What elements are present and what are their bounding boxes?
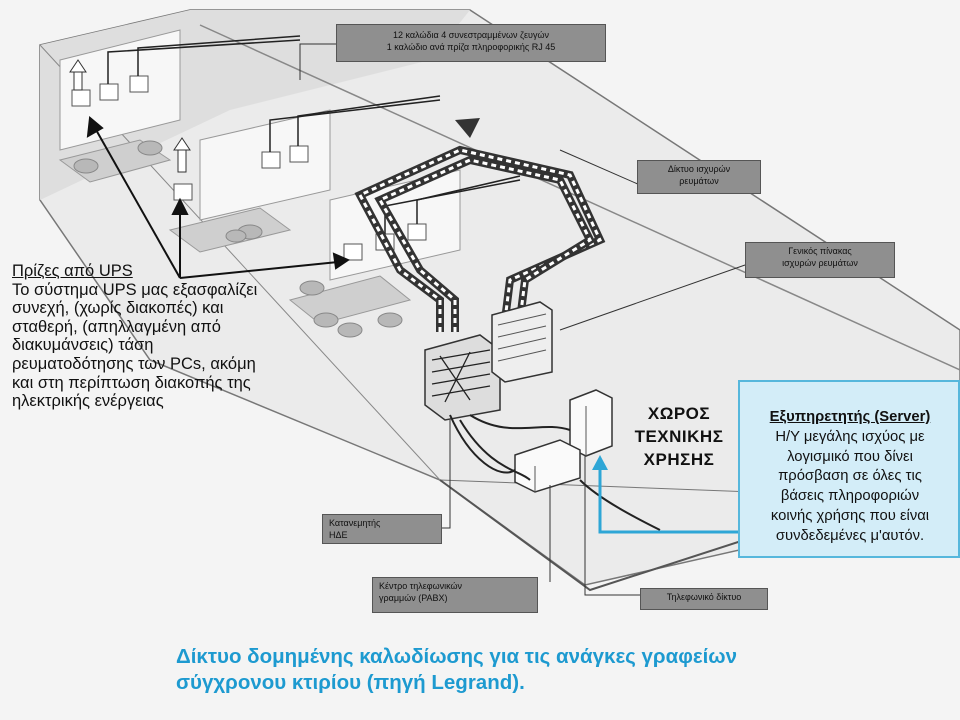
caption-line: σύγχρονου κτιρίου (πηγή Legrand). [176, 671, 525, 694]
hde-distributor-line-2: ΗΔΕ [329, 530, 348, 540]
caption-line: Δίκτυο δομημένης καλωδίωσης για τις ανάγκες γραφείων [176, 645, 738, 668]
main-panel-line-1: Γενικός πίνακας [788, 246, 852, 256]
cable-count-label [336, 24, 606, 62]
wall-outlet [344, 244, 362, 260]
server-note-line: Η/Υ μεγάλης ισχύος με [775, 428, 925, 445]
cable-count-line-2: 1 καλώδιο ανά πρίζα πληροφορικής RJ 45 [386, 42, 556, 52]
ups-note [12, 262, 352, 411]
server-tower [570, 390, 612, 456]
server-note-line: πρόσβαση σε όλες τις [778, 468, 922, 485]
main-panel-label [745, 242, 895, 278]
power-network-label [637, 160, 761, 194]
ups-note-title: Πρίζες από UPS [12, 262, 133, 280]
tech-room-line: ΤΕΧΝΙΚΗΣ [634, 427, 724, 446]
hde-distributor-label [322, 514, 442, 544]
ups-note-line: διακυμάνσεις) τάση [12, 336, 154, 355]
wall-outlet [408, 224, 426, 240]
pabx-label [372, 577, 538, 613]
main-panel-line-2: ισχυρών ρευμάτων [782, 258, 858, 268]
wall-outlet [100, 84, 118, 100]
tech-room-line: ΧΡΗΣΗΣ [643, 450, 715, 469]
server-note-line: βάσεις πληροφοριών [780, 488, 920, 505]
ups-note-line: σταθερή, (απηλλαγμένη από [12, 317, 221, 336]
ups-note-line: και στη περίπτωση διακοπής της [12, 373, 251, 392]
hde-distribution-frame [425, 335, 500, 420]
wall-outlet [290, 146, 308, 162]
figure-caption [176, 644, 936, 696]
power-panel [492, 302, 552, 382]
hde-distributor-line-1: Κατανεμητής [329, 518, 381, 528]
power-network-line-1: Δίκτυο ισχυρών [667, 164, 731, 174]
server-note-line: συνδεδεμένες μ'αυτόν. [775, 527, 925, 544]
server-note-line: κοινής χρήσης που είναι [770, 507, 930, 524]
pabx-line-1: Κέντρο τηλεφωνικών [379, 581, 463, 591]
power-network-line-2: ρευμάτων [679, 176, 719, 186]
server-note-line: λογισμικό που δίνει [787, 448, 913, 465]
ups-note-line: Το σύστημα UPS μας εξασφαλίζει [12, 280, 258, 299]
phone-network-line-1: Τηλεφωνικό δίκτυο [666, 592, 742, 602]
server-note-title: Εξυπηρετητής (Server) [769, 409, 931, 425]
wall-outlet [174, 184, 192, 200]
wall-outlet [72, 90, 90, 106]
server-note [738, 380, 960, 558]
tech-room-label [634, 402, 724, 471]
ups-note-line: ρευματοδότησης των PCs, ακόμη [12, 354, 256, 373]
phone-network-label [640, 588, 768, 610]
wall-outlet [130, 76, 148, 92]
wall-outlet [262, 152, 280, 168]
ups-note-line: συνεχή, (χωρίς διακοπές) και [12, 299, 224, 318]
ups-note-line: ηλεκτρικής ενέργειας [12, 392, 164, 411]
pabx-line-2: γραμμών (PABX) [379, 593, 448, 603]
cable-count-line-1: 12 καλώδια 4 συνεστραμμένων ζευγών [393, 30, 549, 40]
tech-room-line: ΧΩΡΟΣ [647, 404, 711, 423]
